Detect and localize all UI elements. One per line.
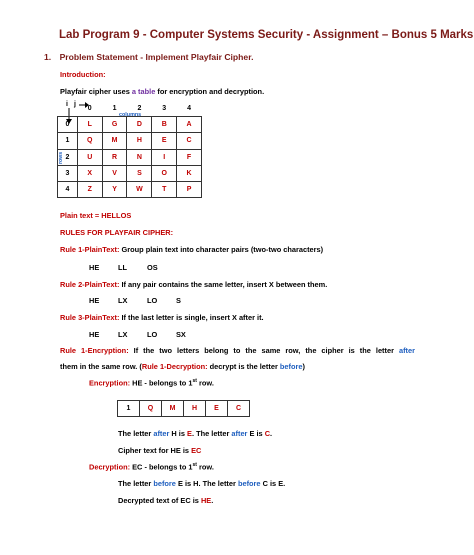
rule1-after-word: after <box>398 346 415 355</box>
table-cell: R <box>102 149 127 165</box>
decrypted-value: HE <box>200 496 212 505</box>
intro-text-post: for encryption and decryption. <box>155 87 265 96</box>
encryption-tail: row. <box>196 378 214 388</box>
rule2-text: If any pair contains the same letter, insert X between them. <box>119 280 328 289</box>
encryption-note <box>118 429 272 438</box>
table-corner-cell <box>58 101 78 117</box>
table-cell: W <box>127 181 152 197</box>
enc-note-letter: C <box>264 429 271 438</box>
decryption-line <box>89 462 214 471</box>
rules-heading: RULES FOR PLAYFAIR CIPHER: <box>60 228 174 237</box>
rule1-decryption-text: decrypt is the letter <box>207 362 280 371</box>
playfair-table <box>57 101 202 198</box>
row1-strip-cell: C <box>228 401 250 417</box>
columns-label: columns <box>119 112 142 118</box>
row-index: 3 <box>58 165 78 181</box>
row1-strip-cell: H <box>184 401 206 417</box>
rule3-pair: HE <box>89 330 100 339</box>
table-row <box>58 181 202 197</box>
intro-line <box>60 87 264 96</box>
encryption-text: HE - belongs to 1 <box>130 378 193 388</box>
table-row <box>58 117 202 133</box>
table-cell: G <box>102 117 127 133</box>
row1-strip-cell: E <box>206 401 228 417</box>
table-cell: N <box>127 149 152 165</box>
enc-note-text: The letter <box>118 429 154 438</box>
table-cell: T <box>152 181 177 197</box>
rule1-pair: LL <box>118 263 128 272</box>
decryption-text: EC - belongs to 1 <box>130 462 193 472</box>
rule3-label: Rule 3-PlainText: <box>60 313 120 322</box>
dec-note-text: C is E. <box>260 479 286 488</box>
rule1-encryption-line1 <box>60 346 415 355</box>
table-cell: C <box>177 133 202 149</box>
enc-note-text: H is <box>169 429 188 438</box>
rule1-encryption-text: If the two letters belong to the same row, the cipher is the letter <box>128 346 399 355</box>
row-index: 2 <box>58 149 78 165</box>
cipher-text-value: EC <box>191 446 202 455</box>
rule1-encryption-label: Rule 1-Encryption: <box>60 346 129 355</box>
table-cell: H <box>127 133 152 149</box>
rule2-pair: LX <box>118 296 128 305</box>
intro-table-link[interactable]: a table <box>131 87 156 96</box>
table-cell: A <box>177 117 202 133</box>
enc-note-text: . The letter <box>191 429 232 438</box>
row-index: 4 <box>58 181 78 197</box>
row1-strip-cell: M <box>162 401 184 417</box>
table-cell: Y <box>102 181 127 197</box>
dec-note-before: before <box>237 479 261 488</box>
introduction-label: Introduction: <box>60 70 106 79</box>
grid-corner-j: j <box>74 101 76 108</box>
decryption-label: Decryption: <box>89 462 131 472</box>
rule1-line <box>60 245 323 254</box>
table-cell: K <box>177 165 202 181</box>
decryption-note <box>118 479 285 488</box>
rule2-pair: S <box>176 296 181 305</box>
row1-strip <box>117 400 250 417</box>
table-cell: I <box>152 149 177 165</box>
rule1-encryption-text2: them in the same row. ( <box>60 362 142 371</box>
decryption-tail: row. <box>196 462 214 472</box>
rule1-pair: OS <box>147 263 158 272</box>
decryption-sup: st <box>192 462 197 468</box>
plain-text-line: Plain text = HELLOS <box>60 211 132 220</box>
table-cell: Q <box>77 133 102 149</box>
rule2-pair: LO <box>147 296 158 305</box>
rule1-before-word: before <box>279 362 303 371</box>
enc-note-after: after <box>231 429 248 438</box>
dec-note-text: E is H. The letter <box>175 479 238 488</box>
table-cell: O <box>152 165 177 181</box>
section-title: Problem Statement - Implement Playfair Cipher. <box>59 52 254 62</box>
col-header: 3 <box>152 101 177 117</box>
decrypted-label: Decrypted text of EC is <box>118 496 201 505</box>
table-cell: U <box>77 149 102 165</box>
row1-strip-cell: Q <box>140 401 162 417</box>
encryption-line <box>89 378 214 387</box>
rule1-pair: HE <box>89 263 100 272</box>
cipher-text-line <box>118 446 201 455</box>
decrypted-text-line <box>118 496 213 505</box>
table-row <box>58 149 202 165</box>
rule1-label: Rule 1-PlainText: <box>60 245 120 254</box>
enc-note-text: . <box>270 429 273 438</box>
rule3-text: If the last letter is single, insert X after it. <box>119 313 264 322</box>
enc-note-letter: E <box>187 429 192 438</box>
intro-text-pre: Playfair cipher uses <box>60 87 132 96</box>
table-row <box>58 133 202 149</box>
col-header: 4 <box>177 101 202 117</box>
col-header: 2 <box>127 101 152 117</box>
table-cell: M <box>102 133 127 149</box>
rule2-pair: HE <box>89 296 100 305</box>
section-heading <box>44 52 253 62</box>
rule2-label: Rule 2-PlainText: <box>60 280 120 289</box>
rule1-decryption-label: Rule 1-Decryption: <box>141 362 208 371</box>
rule3-pair: LX <box>118 330 128 339</box>
table-cell: X <box>77 165 102 181</box>
row1-strip-cell: 1 <box>118 401 140 417</box>
table-header-row <box>58 101 202 117</box>
table-cell: Z <box>77 181 102 197</box>
encryption-label: Encryption: <box>89 378 131 388</box>
page-title: Lab Program 9 - Computer Systems Security - Assignment – Bonus 5 Marks <box>59 29 474 41</box>
rule1-close-paren: ) <box>302 362 305 371</box>
rule1-text: Group plain text into character pairs (two-two characters) <box>119 245 324 254</box>
row1-strip-row <box>118 401 250 417</box>
encryption-sup: st <box>192 378 197 384</box>
rule3-pair: SX <box>176 330 186 339</box>
grid-corner-i: i <box>66 101 68 108</box>
rows-label: rows <box>58 151 64 164</box>
rule2-line <box>60 280 327 289</box>
col-header: 1 <box>102 101 127 117</box>
table-cell: L <box>77 117 102 133</box>
section-number: 1. <box>44 52 52 62</box>
table-cell: B <box>152 117 177 133</box>
dec-note-before: before <box>153 479 176 488</box>
table-cell: V <box>102 165 127 181</box>
table-cell: S <box>127 165 152 181</box>
table-cell: E <box>152 133 177 149</box>
decrypted-period: . <box>211 496 214 505</box>
cipher-text-label: Cipher text for HE is <box>118 446 192 455</box>
rule3-line <box>60 313 264 322</box>
table-cell: F <box>177 149 202 165</box>
col-header: 0 <box>77 101 102 117</box>
table-row <box>58 165 202 181</box>
row-index: 1 <box>58 133 78 149</box>
enc-note-after: after <box>153 429 170 438</box>
row-index: 0 <box>58 117 78 133</box>
enc-note-text: E is <box>247 429 265 438</box>
rule3-pair: LO <box>147 330 158 339</box>
rule1-encryption-line2 <box>60 362 305 371</box>
table-cell: D <box>127 117 152 133</box>
dec-note-text: The letter <box>118 479 154 488</box>
table-cell: P <box>177 181 202 197</box>
